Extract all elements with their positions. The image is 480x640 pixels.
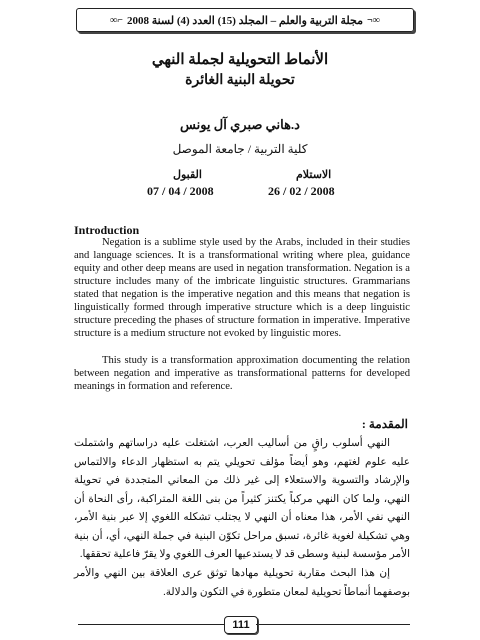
introduction-heading: Introduction (74, 223, 140, 237)
arabic-paragraph-2: إن هذا البحث مقاربة تحويلية مهادها توثق عرى العلاقة بين النهي والأمر بوصفهما أنماطاً تحويلية لمعان متطورة في التكون والدلالة. (74, 568, 410, 598)
english-abstract-paragraph-1: Negation is a sublime style used by the Arabs, included in their studies and language sciences. It is a transformational writing where plea, guidance equity and other deep means are used in negation transformation. Negation is a structure includes many of the imbricate linguistic structures. Grammarians stated that negation is the imperative negation and this means that negation is linguistically formed through imperative structure which is a deep linguistic structure preceding the phases of structure formation in imperative. Imperative structure is a medium structure not evoked by linguistic mores. (74, 237, 410, 339)
author-name: د.هاني صبري آل يونس (180, 117, 300, 132)
arabic-paragraph-1: النهي أسلوب راقٍ من أساليب العرب، اشتغلت عليه دراساتهم واشتملت عليه علوم لغتهم، وهو أيضاً مؤلف تحويلي يتم به استظهار الدعاء والالتماس والإرشاد والتسوية والاستعلاء إلى غير ذلك من المعاني المتجددة في تحويلة النهي، ولما كان النهي مركباً يكتنز كثيراً من بنى اللغة المتراكبة، رأى النحاة أن النهي نفي الأمر، هذا معناه أن النهي لا يجتلب تشكله اللغوي إلا عبر بنية الأمر، وهي تشكيلة لغوية غائرة، تسبق مراحل تكوّن البنية في جملة النهي، أي، أن بنية الأمر مؤسسة لبنية وسطى قد لا يستدعيها العرف اللغوي ولا يقرّ فاعلية تحققها. (74, 438, 410, 560)
author-affiliation: كلية التربية / جامعة الموصل (172, 142, 308, 156)
english-abstract-paragraph-2: This study is a transformation approximation documenting the relation between negation and imperative as transformational patterns for developed meanings in formation and reference. (74, 355, 410, 392)
journal-header (76, 8, 414, 32)
footer-rule-left (78, 624, 224, 625)
page-number: 111 (224, 616, 258, 634)
arabic-introduction-heading: المقدمة : (361, 417, 408, 431)
ornament-left-icon: ⌐∞ (110, 14, 123, 26)
received-label: الاستلام (296, 169, 332, 181)
paper-title: الأنماط التحويلية لجملة النهي (151, 52, 329, 68)
journal-header-text: مجلة التربية والعلم – المجلد (15) العدد (4) لسنة 2008 (126, 14, 364, 27)
received-date: 26 / 02 / 2008 (268, 184, 335, 198)
accepted-date: 07 / 04 / 2008 (147, 184, 214, 198)
footer-rule-right (256, 624, 410, 625)
ornament-right-icon: ∞¬ (367, 14, 380, 26)
accepted-label: القبول (173, 169, 202, 181)
paper-subtitle: تحويلة البنية الغائرة (185, 73, 295, 88)
